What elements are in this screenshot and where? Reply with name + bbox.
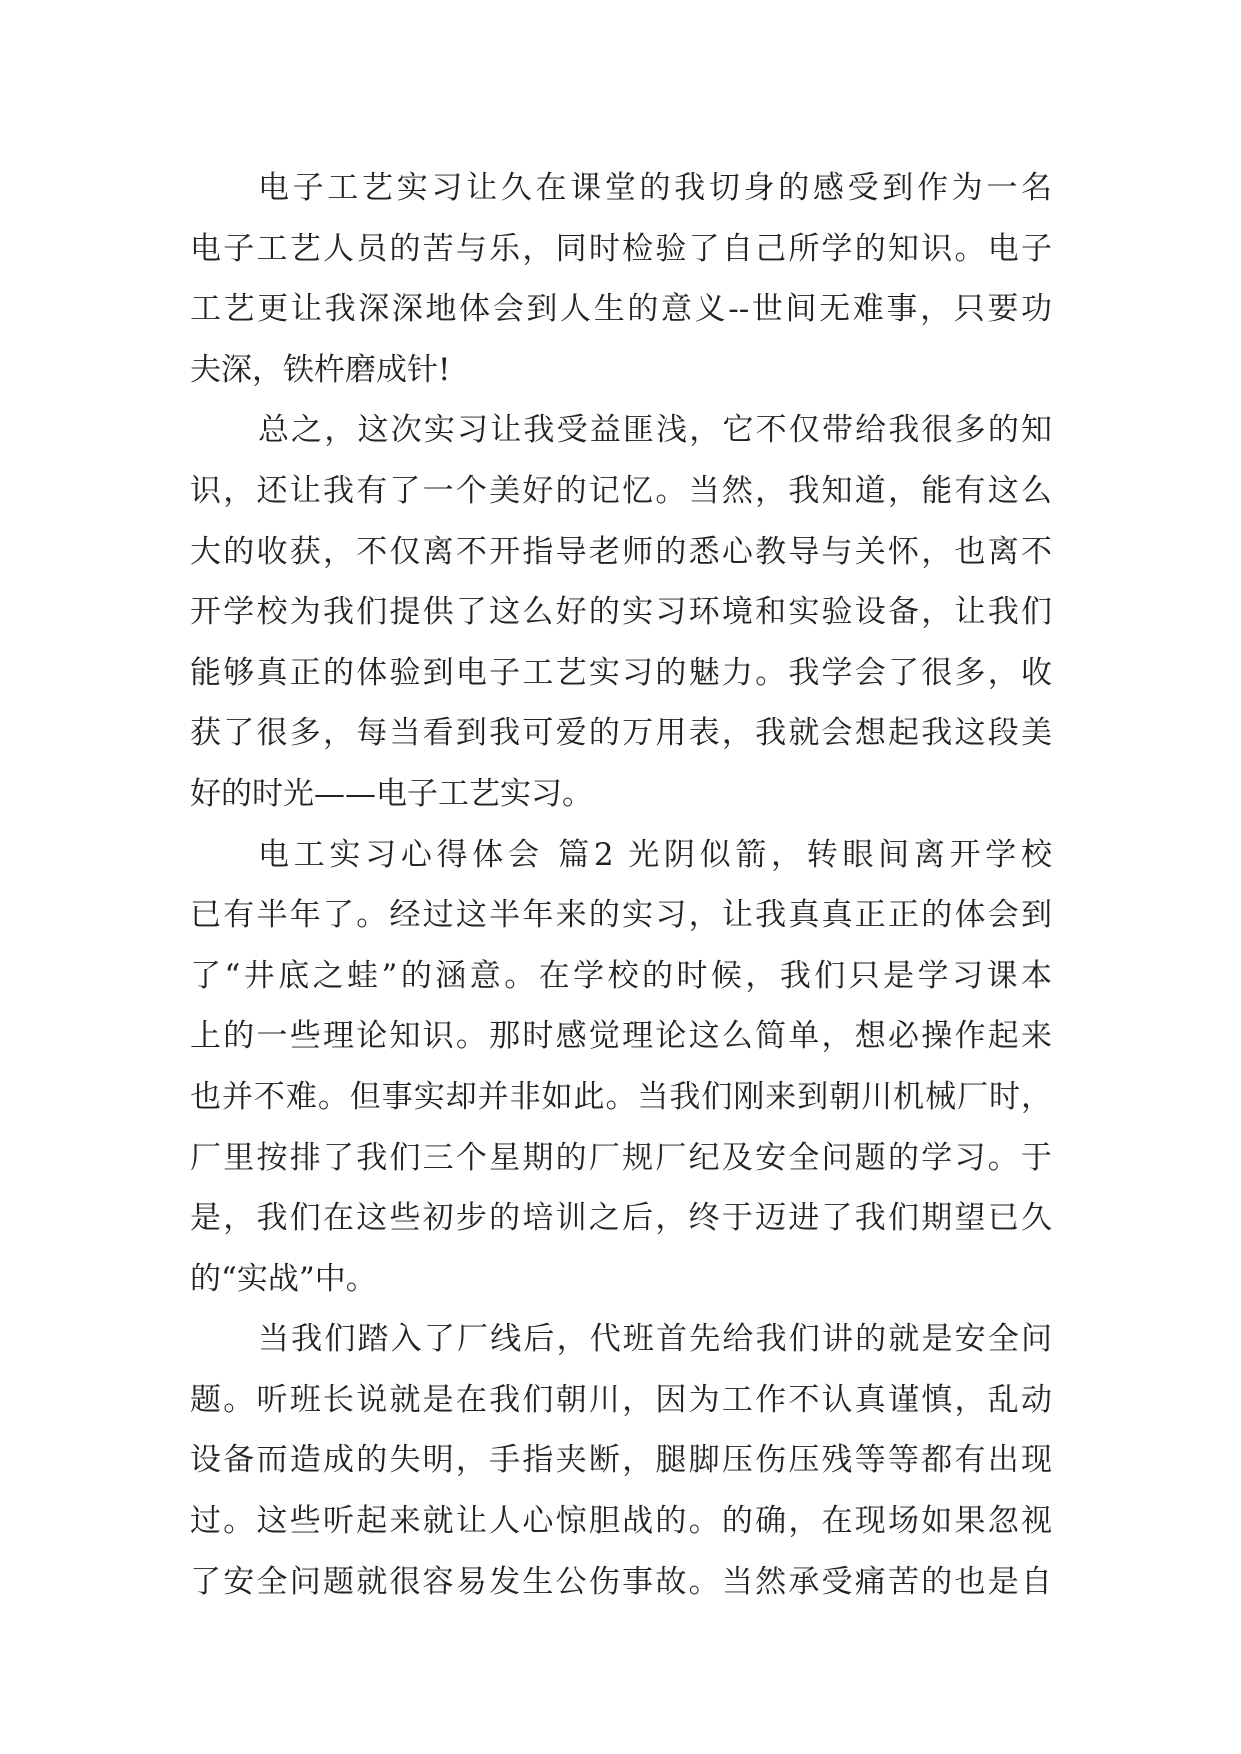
text-line: 上的一些理论知识。那时感觉理论这么简单，想必操作起来 xyxy=(190,1018,1052,1055)
text-line: 是，我们在这些初步的培训之后，终于迈进了我们期望已久 xyxy=(190,1200,1052,1237)
text-line: 题。听班长说就是在我们朝川，因为工作不认真谨慎，乱动 xyxy=(190,1381,1052,1418)
text-line: 能够真正的体验到电子工艺实习的魅力。我学会了很多，收 xyxy=(190,654,1052,691)
text-line: 了“井底之蛙”的涵意。在学校的时候，我们只是学习课本 xyxy=(190,957,1052,994)
text-line: 夫深，铁杵磨成针! xyxy=(190,351,451,388)
text-line: 获了很多，每当看到我可爱的万用表，我就会想起我这段美 xyxy=(190,715,1052,752)
text-line: 电子工艺人员的苦与乐，同时检验了自己所学的知识。电子 xyxy=(190,230,1052,267)
text-line: 开学校为我们提供了这么好的实习环境和实验设备，让我们 xyxy=(190,594,1052,631)
text-line: 总之，这次实习让我受益匪浅，它不仅带给我很多的知 xyxy=(258,412,1052,449)
text-line: 已有半年了。经过这半年来的实习，让我真真正正的体会到 xyxy=(190,897,1052,934)
body-text xyxy=(190,158,1052,1612)
text-line: 大的收获，不仅离不开指导老师的悉心教导与关怀，也离不 xyxy=(190,533,1052,570)
text-line: 也并不难。但事实却并非如此。当我们刚来到朝川机械厂时， xyxy=(190,1078,1052,1115)
text-line: 设备而造成的失明，手指夹断，腿脚压伤压残等等都有出现 xyxy=(190,1442,1052,1479)
text-line: 工艺更让我深深地体会到人生的意义--世间无难事，只要功 xyxy=(190,291,1052,328)
text-line: 电工实习心得体会 篇2 光阴似箭，转眼间离开学校 xyxy=(258,836,1052,873)
text-line: 厂里按排了我们三个星期的厂规厂纪及安全问题的学习。于 xyxy=(190,1139,1052,1176)
text-line: 了安全问题就很容易发生公伤事故。当然承受痛苦的也是自 xyxy=(190,1563,1052,1600)
text-line: 电子工艺实习让久在课堂的我切身的感受到作为一名 xyxy=(258,170,1052,206)
text-line: 当我们踏入了厂线后，代班首先给我们讲的就是安全问 xyxy=(258,1321,1052,1358)
text-line: 的“实战”中。 xyxy=(190,1260,377,1297)
text-line: 识，还让我有了一个美好的记忆。当然，我知道，能有这么 xyxy=(190,472,1052,509)
text-line: 好的时光——电子工艺实习。 xyxy=(190,775,593,812)
text-line: 过。这些听起来就让人心惊胆战的。的确，在现场如果忽视 xyxy=(190,1503,1052,1540)
